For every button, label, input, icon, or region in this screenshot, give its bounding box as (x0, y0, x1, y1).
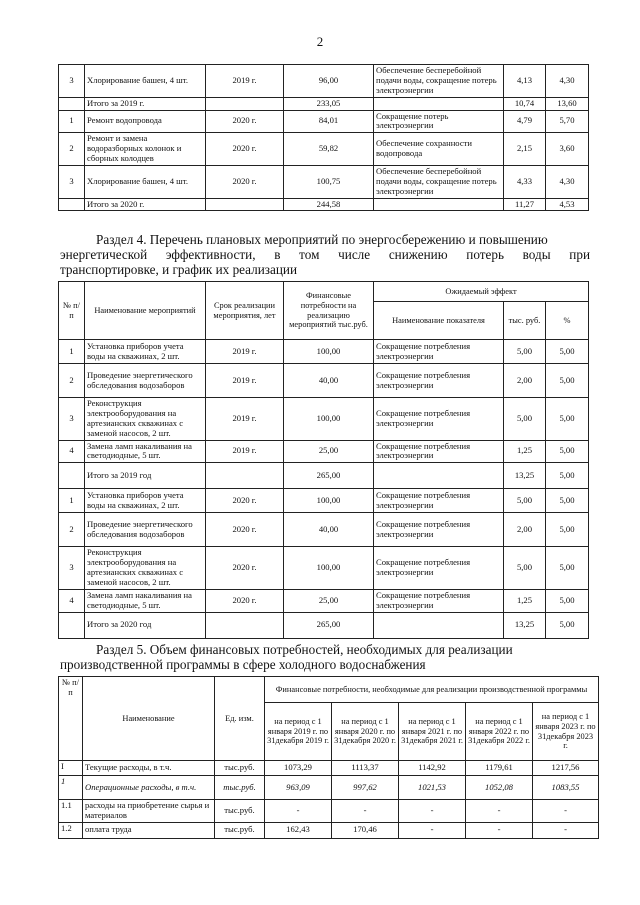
period-value: - (332, 800, 399, 823)
measure-effect: Сокращение потребления электроэнергии (374, 340, 504, 364)
row-number: 4 (59, 440, 85, 463)
table-row (59, 547, 589, 590)
measure-year: 2020 г. (206, 547, 284, 590)
table-row (59, 440, 589, 463)
row-number: I (59, 761, 83, 776)
table-row (59, 612, 589, 638)
row-number: 3 (59, 398, 85, 441)
measure-year (206, 198, 284, 211)
measure-name: Проведение энергетического обследования водозаборов (85, 364, 206, 398)
measure-sum: 25,00 (284, 589, 374, 612)
value-a: 2,15 (504, 133, 546, 166)
row-number (59, 612, 85, 638)
row-number: 1.2 (59, 822, 83, 838)
period-value: 1083,55 (533, 776, 599, 800)
value-pct: 5,00 (546, 398, 589, 441)
table-row (59, 513, 589, 547)
measure-year: 2020 г. (206, 110, 284, 133)
measure-name: Установка приборов учета воды на скважинах, 2 шт. (85, 340, 206, 364)
measure-sum: 40,00 (284, 364, 374, 398)
t5-header-period: на период с 1 января 2022 г. по 31декабря 2022 г. (466, 703, 533, 761)
t5-header-num: № п/п (59, 677, 83, 761)
value-thous: 5,00 (504, 340, 546, 364)
measure-name: Установка приборов учета воды на скважинах, 2 шт. (85, 489, 206, 513)
period-value: - (533, 822, 599, 838)
table-row (59, 65, 589, 98)
value-thous: 1,25 (504, 589, 546, 612)
section-5-title: Раздел 5. Объем финансовых потребностей, необходимых для реализации производственной программы в сфере холодного водоснабжения (60, 642, 513, 672)
value-thous: 5,00 (504, 398, 546, 441)
measure-name: Хлорирование башен, 4 шт. (85, 65, 206, 98)
value-thous: 5,00 (504, 547, 546, 590)
table-row (59, 489, 589, 513)
period-value: 1021,53 (399, 776, 466, 800)
measure-sum: 25,00 (284, 440, 374, 463)
measure-year: 2020 г. (206, 589, 284, 612)
value-b: 4,53 (546, 198, 589, 211)
value-b: 5,70 (546, 110, 589, 133)
value-pct: 5,00 (546, 463, 589, 489)
table-row (59, 97, 589, 110)
header-effect: Ожидаемый эффект (374, 282, 589, 302)
period-value: 1073,29 (265, 761, 332, 776)
value-thous: 1,25 (504, 440, 546, 463)
value-pct: 5,00 (546, 340, 589, 364)
measure-effect: Сокращение потребления электроэнергии (374, 489, 504, 513)
header-name: Наименование мероприятий (85, 282, 206, 340)
measure-name: Итого за 2019 г. (85, 97, 206, 110)
measure-year: 2020 г. (206, 133, 284, 166)
measure-effect: Обеспечение бесперебойной подачи воды, сокращение потерь электроэнергии (374, 165, 504, 198)
expense-unit: тыс.руб. (215, 822, 265, 838)
expense-unit: тыс.руб. (215, 776, 265, 800)
header-indicator: Наименование показателя (374, 302, 504, 340)
measure-name: Ремонт и замена водоразборных колонок и сборных колодцев (85, 133, 206, 166)
measure-effect: Обеспечение бесперебойной подачи воды, сокращение потерь электроэнергии (374, 65, 504, 98)
measure-name: Итого за 2020 год (85, 612, 206, 638)
expense-name: оплата труда (83, 822, 215, 838)
period-value: 997,62 (332, 776, 399, 800)
period-value: 1113,37 (332, 761, 399, 776)
period-value: 1217,56 (533, 761, 599, 776)
table-row (59, 198, 589, 211)
period-value: 1179,61 (466, 761, 533, 776)
measure-sum: 96,00 (284, 65, 374, 98)
period-value: 170,46 (332, 822, 399, 838)
table-row (59, 340, 589, 364)
measure-effect: Сокращение потребления электроэнергии (374, 398, 504, 441)
value-pct: 5,00 (546, 489, 589, 513)
measure-name: Реконструкция электрооборудования на артезианских скважинах с заменой насосов, 2 шт. (85, 547, 206, 590)
row-number (59, 97, 85, 110)
table-row (59, 776, 599, 800)
table-row (59, 463, 589, 489)
table-row (59, 364, 589, 398)
value-b: 4,30 (546, 165, 589, 198)
expense-name: расходы на приобретение сырья и материалов (83, 800, 215, 823)
t5-header-unit: Ед. изм. (215, 677, 265, 761)
measure-effect: Сокращение потребления электроэнергии (374, 547, 504, 590)
value-pct: 5,00 (546, 589, 589, 612)
period-value: 1142,92 (399, 761, 466, 776)
header-thous: тыс. руб. (504, 302, 546, 340)
period-value: - (265, 800, 332, 823)
t5-header-period: на период с 1 января 2019 г. по 31декабря 2019 г. (265, 703, 332, 761)
header-pct: % (546, 302, 589, 340)
expense-name: Операционные расходы, в т.ч. (83, 776, 215, 800)
value-pct: 5,00 (546, 513, 589, 547)
row-number: 1 (59, 489, 85, 513)
measure-effect (374, 463, 504, 489)
period-value: - (399, 822, 466, 838)
measure-year: 2019 г. (206, 340, 284, 364)
row-number: 1 (59, 340, 85, 364)
measure-effect: Сокращение потребления электроэнергии (374, 589, 504, 612)
period-value: - (466, 800, 533, 823)
row-number: 1.1 (59, 800, 83, 823)
value-a: 10,74 (504, 97, 546, 110)
measure-name: Итого за 2020 г. (85, 198, 206, 211)
measure-name: Хлорирование башен, 4 шт. (85, 165, 206, 198)
section-4-title: Раздел 4. Перечень плановых мероприятий по энергосбережению и повышению энергетической эффективности, в том числе снижению потерь воды при транспортировке, и график их реализации (60, 232, 590, 277)
measure-year: 2019 г. (206, 440, 284, 463)
t5-header-period: на период с 1 января 2020 г. по 31декабря 2020 г. (332, 703, 399, 761)
table-row (59, 761, 599, 776)
measure-name: Замена ламп накаливания на светодиодные, 5 шт. (85, 440, 206, 463)
page-number: 2 (316, 34, 324, 49)
measure-year: 2019 г. (206, 364, 284, 398)
value-thous: 2,00 (504, 513, 546, 547)
period-value: 1052,08 (466, 776, 533, 800)
row-number: 2 (59, 513, 85, 547)
measure-effect (374, 198, 504, 211)
financial-needs-table (58, 676, 599, 839)
measure-sum: 100,00 (284, 547, 374, 590)
value-pct: 5,00 (546, 547, 589, 590)
measure-sum: 244,58 (284, 198, 374, 211)
row-number: 1 (59, 776, 83, 800)
period-value: - (399, 800, 466, 823)
value-b: 13,60 (546, 97, 589, 110)
value-a: 11,27 (504, 198, 546, 211)
value-pct: 5,00 (546, 612, 589, 638)
measure-effect: Сокращение потребления электроэнергии (374, 513, 504, 547)
measure-year: 2020 г. (206, 513, 284, 547)
row-number: 1 (59, 110, 85, 133)
period-value: - (466, 822, 533, 838)
table-row (59, 110, 589, 133)
measure-effect (374, 612, 504, 638)
measure-effect: Сокращение потребления электроэнергии (374, 440, 504, 463)
measure-sum: 84,01 (284, 110, 374, 133)
measure-year: 2020 г. (206, 489, 284, 513)
measure-year (206, 463, 284, 489)
row-number: 2 (59, 364, 85, 398)
measure-year (206, 612, 284, 638)
t5-header-period: на период с 1 января 2023 г. по 31декабря 2023 г. (533, 703, 599, 761)
row-number: 2 (59, 133, 85, 166)
measure-effect: Сокращение потерь электроэнергии (374, 110, 504, 133)
value-a: 4,33 (504, 165, 546, 198)
value-thous: 13,25 (504, 612, 546, 638)
expense-unit: тыс.руб. (215, 761, 265, 776)
table-row (59, 589, 589, 612)
measure-name: Ремонт водопровода (85, 110, 206, 133)
measure-effect: Обеспечение сохранности водопровода (374, 133, 504, 166)
measure-year: 2020 г. (206, 165, 284, 198)
measure-year: 2019 г. (206, 398, 284, 441)
measure-sum: 265,00 (284, 463, 374, 489)
value-thous: 13,25 (504, 463, 546, 489)
header-term: Срок реализации мероприятия, лет (206, 282, 284, 340)
value-a: 4,79 (504, 110, 546, 133)
header-num: № п/п (59, 282, 85, 340)
measure-year (206, 97, 284, 110)
table-row (59, 398, 589, 441)
period-value: 963,09 (265, 776, 332, 800)
energy-saving-measures-table (58, 281, 589, 639)
value-thous: 2,00 (504, 364, 546, 398)
period-value: - (533, 800, 599, 823)
t5-header-period: на период с 1 января 2021 г. по 31декабря 2021 г. (399, 703, 466, 761)
value-a: 4,13 (504, 65, 546, 98)
measure-sum: 100,00 (284, 398, 374, 441)
table-row (59, 800, 599, 823)
header-finance: Финансовые потребности на реализацию мероприятий тыс.руб. (284, 282, 374, 340)
value-b: 3,60 (546, 133, 589, 166)
row-number (59, 198, 85, 211)
measure-sum: 265,00 (284, 612, 374, 638)
value-pct: 5,00 (546, 440, 589, 463)
measure-sum: 100,75 (284, 165, 374, 198)
t5-header-name: Наименование (83, 677, 215, 761)
table-row (59, 165, 589, 198)
measure-sum: 40,00 (284, 513, 374, 547)
measure-sum: 100,00 (284, 489, 374, 513)
expense-name: Текущие расходы, в т.ч. (83, 761, 215, 776)
measure-name: Итого за 2019 год (85, 463, 206, 489)
table-row (59, 822, 599, 838)
value-pct: 5,00 (546, 364, 589, 398)
row-number: 3 (59, 65, 85, 98)
expense-unit: тыс.руб. (215, 800, 265, 823)
row-number (59, 463, 85, 489)
continued-program-table (58, 64, 589, 211)
measure-effect (374, 97, 504, 110)
t5-header-finance: Финансовые потребности, необходимые для реализации производственной программы (265, 677, 599, 703)
measure-sum: 59,82 (284, 133, 374, 166)
row-number: 3 (59, 165, 85, 198)
measure-name: Реконструкция электрооборудования на артезианских скважинах с заменой насосов, 2 шт. (85, 398, 206, 441)
value-b: 4,30 (546, 65, 589, 98)
value-thous: 5,00 (504, 489, 546, 513)
row-number: 3 (59, 547, 85, 590)
table-row (59, 133, 589, 166)
measure-effect: Сокращение потребления электроэнергии (374, 364, 504, 398)
measure-name: Проведение энергетического обследования водозаборов (85, 513, 206, 547)
measure-year: 2019 г. (206, 65, 284, 98)
measure-name: Замена ламп накаливания на светодиодные, 5 шт. (85, 589, 206, 612)
measure-sum: 100,00 (284, 340, 374, 364)
measure-sum: 233,05 (284, 97, 374, 110)
period-value: 162,43 (265, 822, 332, 838)
row-number: 4 (59, 589, 85, 612)
